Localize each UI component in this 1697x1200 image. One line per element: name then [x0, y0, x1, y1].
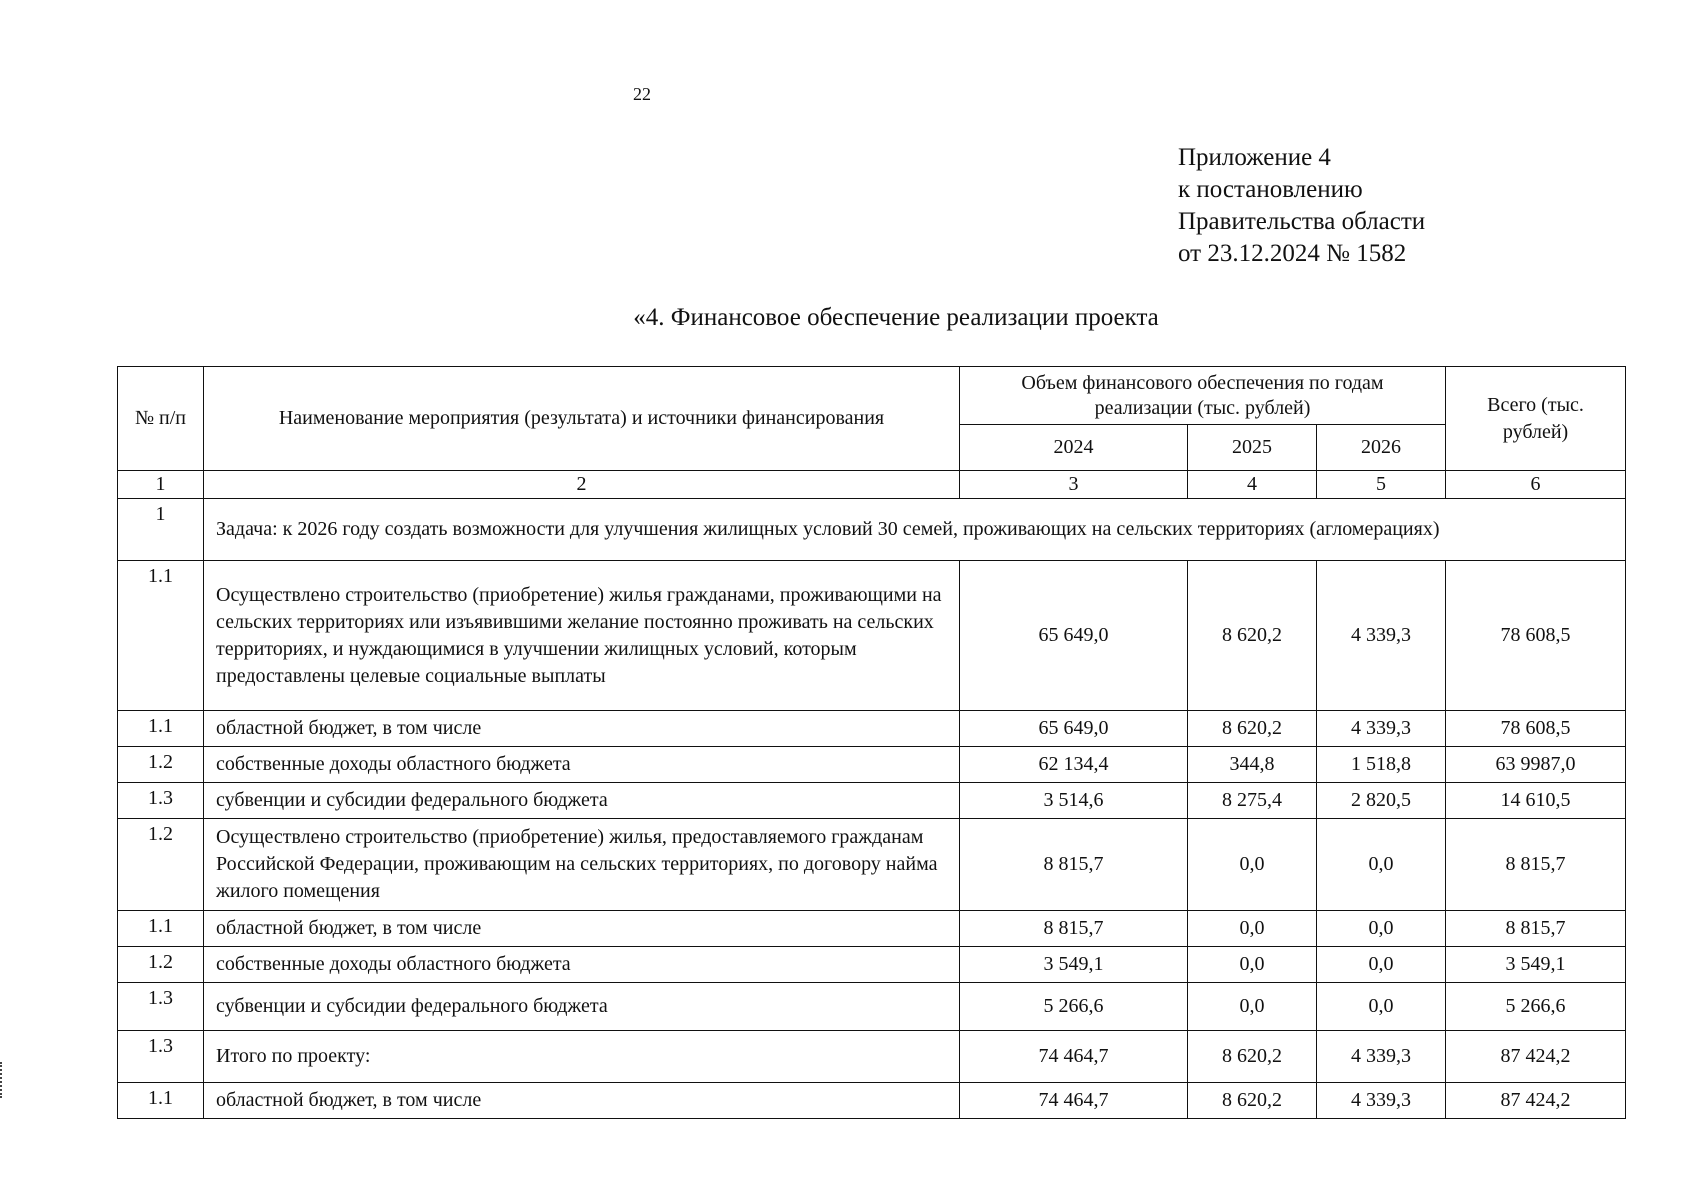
appendix-line: Приложение 4 — [1178, 144, 1331, 171]
header-row — [118, 367, 1626, 425]
row-value-2025: 8 620,2 — [1188, 1083, 1317, 1119]
row-name: областной бюджет, в том числе — [204, 711, 960, 747]
row-name: субвенции и субсидии федерального бюджета — [204, 783, 960, 819]
col-number: 5 — [1317, 471, 1446, 499]
table-row — [118, 711, 1626, 747]
row-name: Итого по проекту: — [204, 1031, 960, 1083]
header-year-2025: 2025 — [1188, 425, 1317, 471]
row-name: субвенции и субсидии федерального бюджета — [204, 983, 960, 1031]
financing-table — [117, 366, 1626, 1119]
row-value-2024: 62 134,4 — [960, 747, 1188, 783]
header-num: № п/п — [118, 367, 204, 471]
table-row — [118, 747, 1626, 783]
row-value-2024: 65 649,0 — [960, 711, 1188, 747]
header-name: Наименование мероприятия (результата) и источники финансирования — [204, 367, 960, 471]
row-value-2025: 8 620,2 — [1188, 561, 1317, 711]
col-number: 4 — [1188, 471, 1317, 499]
row-value-2026: 2 820,5 — [1317, 783, 1446, 819]
row-value-2026: 0,0 — [1317, 819, 1446, 911]
row-value-total: 63 9987,0 — [1446, 747, 1626, 783]
appendix-line: к постановлению — [1178, 176, 1363, 203]
row-value-total: 87 424,2 — [1446, 1031, 1626, 1083]
table-row — [118, 947, 1626, 983]
row-value-2026: 0,0 — [1317, 947, 1446, 983]
row-value-2025: 0,0 — [1188, 983, 1317, 1031]
row-value-total: 8 815,7 — [1446, 911, 1626, 947]
task-row — [118, 499, 1626, 561]
row-value-2024: 74 464,7 — [960, 1031, 1188, 1083]
row-name: Осуществлено строительство (приобретение) жилья гражданами, проживающими на сельских территориях или изъявившими желание постоянно проживать на сельских территориях, и нуждающимися в улучшении жилищных условий, которым предоставлены целевые социальные выплаты — [204, 561, 960, 711]
row-num: 1.3 — [118, 783, 204, 819]
row-value-total: 78 608,5 — [1446, 561, 1626, 711]
header-year-2026: 2026 — [1317, 425, 1446, 471]
row-value-2024: 74 464,7 — [960, 1083, 1188, 1119]
table-row — [118, 1083, 1626, 1119]
row-num: 1.2 — [118, 819, 204, 911]
task-text: Задача: к 2026 году создать возможности для улучшения жилищных условий 30 семей, проживающих на сельских территориях (агломерациях) — [204, 499, 1626, 561]
row-name: собственные доходы областного бюджета — [204, 747, 960, 783]
header-volume: Объем финансового обеспечения по годам реализации (тыс. рублей) — [960, 367, 1446, 425]
col-number: 6 — [1446, 471, 1626, 499]
row-value-total: 14 610,5 — [1446, 783, 1626, 819]
appendix-line: от 23.12.2024 № 1582 — [1178, 240, 1407, 267]
row-value-total: 3 549,1 — [1446, 947, 1626, 983]
row-name: Осуществлено строительство (приобретение) жилья, предоставляемого гражданам Российской Федерации, проживающим на сельских территориях, по договору найма жилого помещения — [204, 819, 960, 911]
appendix-line: Правительства области — [1178, 208, 1426, 235]
row-value-2026: 4 339,3 — [1317, 1083, 1446, 1119]
row-value-total: 5 266,6 — [1446, 983, 1626, 1031]
row-value-2025: 0,0 — [1188, 819, 1317, 911]
row-name: собственные доходы областного бюджета — [204, 947, 960, 983]
row-value-2024: 5 266,6 — [960, 983, 1188, 1031]
header-year-2024: 2024 — [960, 425, 1188, 471]
row-name: областной бюджет, в том числе — [204, 911, 960, 947]
row-value-2024: 8 815,7 — [960, 911, 1188, 947]
table-row — [118, 911, 1626, 947]
row-num: 1.2 — [118, 747, 204, 783]
row-value-total: 8 815,7 — [1446, 819, 1626, 911]
row-num: 1.2 — [118, 947, 204, 983]
table-row — [118, 819, 1626, 911]
col-number: 3 — [960, 471, 1188, 499]
column-number-row — [118, 471, 1626, 499]
row-value-2026: 4 339,3 — [1317, 561, 1446, 711]
section-title: «4. Финансовое обеспечение реализации проекта — [633, 304, 1159, 331]
header-total: Всего (тыс. рублей) — [1446, 367, 1626, 471]
appendix-block — [1178, 142, 1425, 270]
row-num: 1.1 — [118, 711, 204, 747]
row-value-2025: 344,8 — [1188, 747, 1317, 783]
row-num: 1.1 — [118, 911, 204, 947]
row-num: 1.3 — [118, 983, 204, 1031]
table-row — [118, 561, 1626, 711]
row-name: областной бюджет, в том числе — [204, 1083, 960, 1119]
row-value-2026: 4 339,3 — [1317, 1031, 1446, 1083]
row-value-2024: 3 514,6 — [960, 783, 1188, 819]
margin-mark — [0, 1062, 5, 1098]
row-value-2026: 0,0 — [1317, 911, 1446, 947]
row-value-total: 87 424,2 — [1446, 1083, 1626, 1119]
row-num: 1.3 — [118, 1031, 204, 1083]
table-row — [118, 783, 1626, 819]
row-num: 1.1 — [118, 1083, 204, 1119]
table-row — [118, 983, 1626, 1031]
row-value-2026: 0,0 — [1317, 983, 1446, 1031]
row-value-2025: 8 620,2 — [1188, 1031, 1317, 1083]
table-row — [118, 1031, 1626, 1083]
page-number: 22 — [633, 84, 651, 104]
row-value-2026: 4 339,3 — [1317, 711, 1446, 747]
col-number: 2 — [204, 471, 960, 499]
row-value-total: 78 608,5 — [1446, 711, 1626, 747]
task-num: 1 — [118, 499, 204, 561]
row-num: 1.1 — [118, 561, 204, 711]
row-value-2025: 8 620,2 — [1188, 711, 1317, 747]
row-value-2026: 1 518,8 — [1317, 747, 1446, 783]
row-value-2025: 0,0 — [1188, 947, 1317, 983]
row-value-2024: 8 815,7 — [960, 819, 1188, 911]
row-value-2024: 65 649,0 — [960, 561, 1188, 711]
row-value-2024: 3 549,1 — [960, 947, 1188, 983]
row-value-2025: 0,0 — [1188, 911, 1317, 947]
col-number: 1 — [118, 471, 204, 499]
row-value-2025: 8 275,4 — [1188, 783, 1317, 819]
